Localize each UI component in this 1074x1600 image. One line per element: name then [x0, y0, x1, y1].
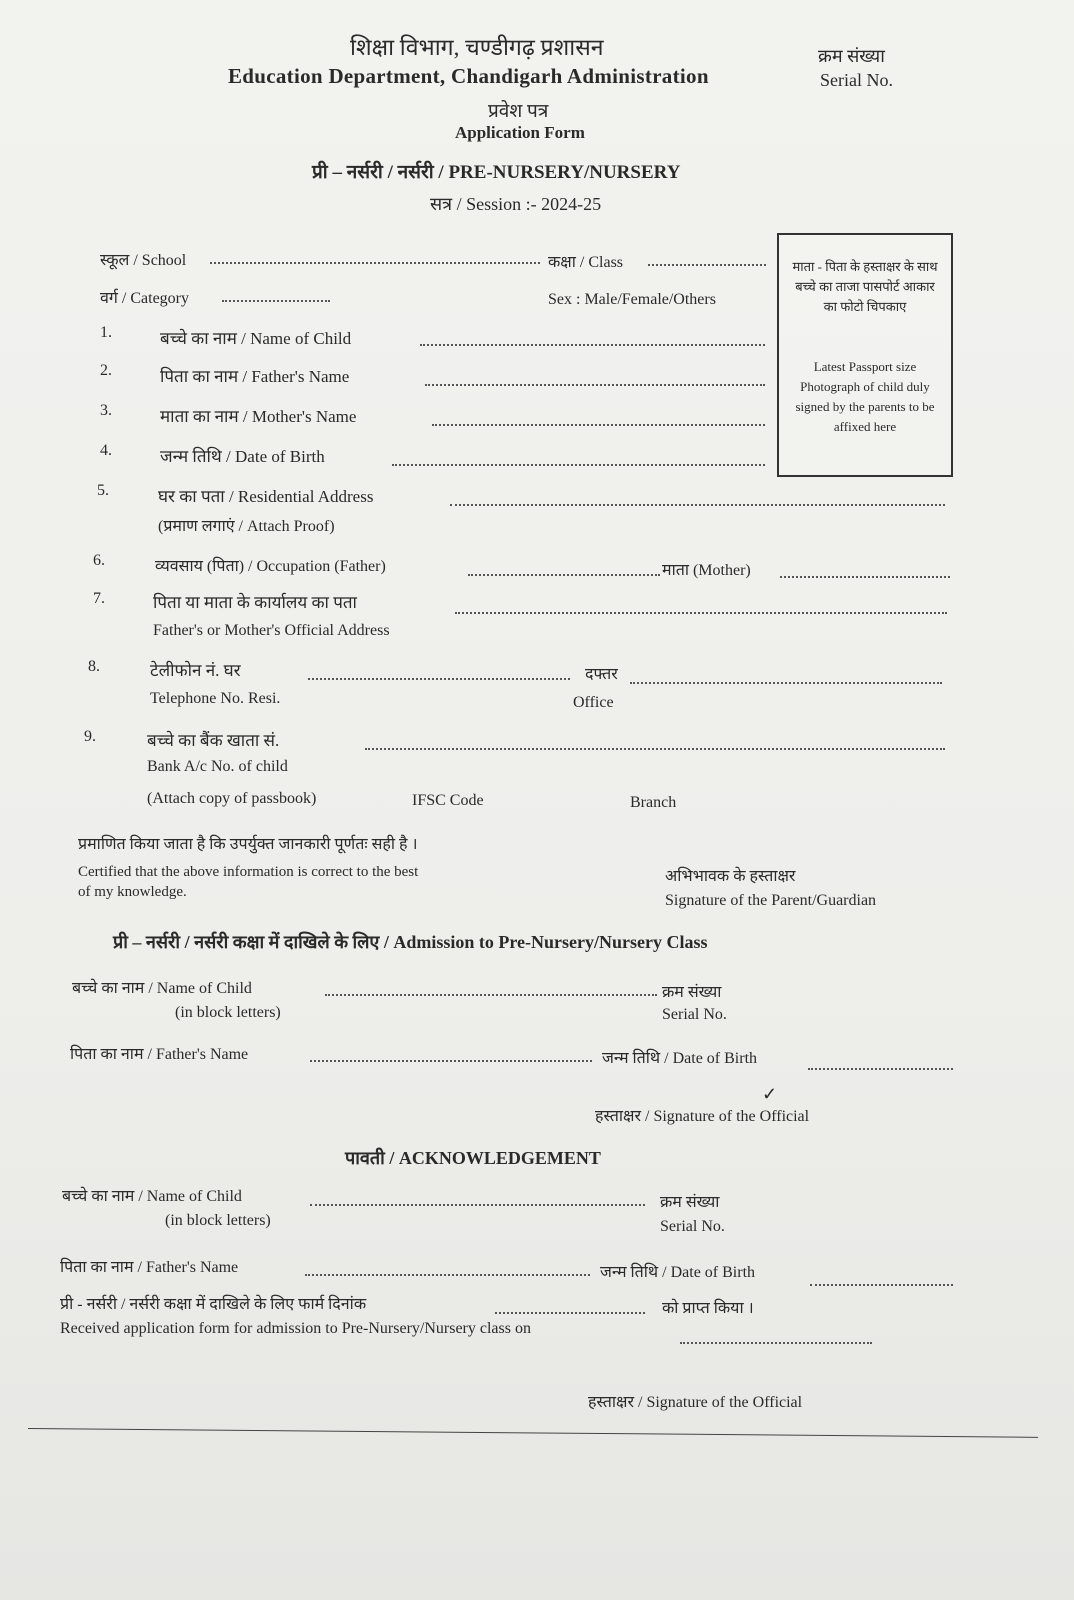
parent-signature-english: Signature of the Parent/Guardian [665, 892, 877, 909]
class-heading: प्री – नर्सरी / नर्सरी / PRE-NURSERY/NURSERY [312, 162, 681, 183]
tick-mark: ✓ [762, 1084, 778, 1104]
item-8-number: 8. [88, 658, 100, 675]
admission-dob-field[interactable] [808, 1068, 953, 1070]
item-6-number: 6. [93, 552, 105, 569]
item-2-number: 2. [100, 362, 112, 379]
admission-official-signature: हस्ताक्षर / Signature of the Official [595, 1108, 810, 1125]
school-label: स्कूल / School [100, 252, 187, 269]
child-name-field[interactable] [420, 344, 765, 346]
father-name-field[interactable] [425, 384, 765, 386]
certify-english-line1: Certified that the above information is correct to the best [78, 864, 419, 880]
bank-account-english-label: Bank A/c No. of child [147, 758, 288, 775]
ack-child-name-label: बच्चे का नाम / Name of Child [62, 1188, 242, 1205]
mother-name-label: माता का नाम / Mother's Name [160, 407, 357, 426]
class-label: कक्षा / Class [548, 254, 624, 271]
telephone-office-field[interactable] [630, 682, 942, 684]
admission-father-name-label: पिता का नाम / Father's Name [70, 1046, 249, 1063]
occupation-mother-field[interactable] [780, 576, 950, 578]
official-address-english-label: Father's or Mother's Official Address [153, 622, 390, 639]
ifsc-label: IFSC Code [412, 792, 484, 809]
official-address-field[interactable] [455, 612, 947, 614]
admission-block-letters-note: (in block letters) [175, 1004, 281, 1021]
ack-dob-label: जन्म तिथि / Date of Birth [600, 1264, 756, 1281]
item-5-number: 5. [97, 482, 109, 499]
bank-account-hindi-label: बच्चे का बैंक खाता सं. [147, 731, 280, 750]
ack-father-name-label: पिता का नाम / Father's Name [60, 1259, 239, 1276]
serial-hindi: क्रम संख्या [818, 46, 885, 66]
ack-dob-field[interactable] [810, 1284, 953, 1286]
admission-child-name-field[interactable] [325, 994, 657, 996]
item-3-number: 3. [100, 402, 112, 419]
item-7-number: 7. [93, 590, 105, 607]
form-title-english: Application Form [455, 123, 585, 142]
occupation-father-field[interactable] [468, 574, 660, 576]
passbook-note: (Attach copy of passbook) [147, 790, 317, 807]
class-field[interactable] [648, 264, 766, 266]
ack-received-hindi-end: को प्राप्त किया । [662, 1300, 754, 1317]
item-1-number: 1. [100, 324, 112, 341]
ack-received-english: Received application form for admission to Pre-Nursery/Nursery class on [60, 1320, 531, 1337]
school-field[interactable] [210, 262, 540, 264]
department-hindi: शिक्षा विभाग, चण्डीगढ़ प्रशासन [350, 35, 604, 60]
father-name-label: पिता का नाम / Father's Name [160, 367, 350, 386]
admission-child-name-label: बच्चे का नाम / Name of Child [72, 980, 252, 997]
parent-signature-hindi: अभिभावक के हस्ताक्षर [665, 868, 796, 885]
ack-official-signature: हस्ताक्षर / Signature of the Official [588, 1394, 803, 1411]
branch-label: Branch [630, 794, 677, 811]
telephone-resi-label: Telephone No. Resi. [150, 690, 281, 707]
certify-hindi: प्रमाणित किया जाता है कि उपर्युक्त जानकारी पूर्णतः सही है । [78, 836, 418, 853]
department-english: Education Department, Chandigarh Administration [228, 64, 709, 88]
acknowledgement-title: पावती / ACKNOWLEDGEMENT [345, 1148, 601, 1168]
item-4-number: 4. [100, 442, 112, 459]
admission-serial-english: Serial No. [662, 1006, 727, 1023]
cut-line [28, 1428, 1038, 1438]
telephone-resi-field[interactable] [308, 678, 570, 680]
admission-serial-hindi: क्रम संख्या [662, 984, 722, 1001]
official-address-hindi-label: पिता या माता के कार्यालय का पता [153, 593, 357, 612]
dob-field[interactable] [392, 464, 765, 466]
occupation-mother-label: माता (Mother) [662, 562, 751, 579]
ack-serial-hindi: क्रम संख्या [660, 1194, 720, 1211]
address-label: घर का पता / Residential Address [158, 487, 374, 506]
serial-english: Serial No. [820, 70, 893, 90]
office-hindi-label: दफ्तर [585, 666, 618, 683]
category-field[interactable] [222, 300, 330, 302]
ack-father-name-field[interactable] [305, 1274, 590, 1276]
ack-received-hindi: प्री - नर्सरी / नर्सरी कक्षा में दाखिले के लिए फार्म दिनांक [60, 1296, 367, 1313]
office-english-label: Office [573, 694, 614, 711]
admission-section-title: प्री – नर्सरी / नर्सरी कक्षा में दाखिले के लिए / Admission to Pre-Nursery/Nursery Class [113, 932, 708, 952]
ack-block-letters-note: (in block letters) [165, 1212, 271, 1229]
photo-box[interactable] [777, 233, 953, 477]
photo-instruction-english: Latest Passport size Photograph of child duly signed by the parents to be affixed here [795, 359, 935, 434]
item-9-number: 9. [84, 728, 96, 745]
ack-received-date-field[interactable] [495, 1312, 645, 1314]
dob-label: जन्म तिथि / Date of Birth [160, 447, 325, 466]
sex-label: Sex : Male/Female/Others [548, 291, 716, 308]
category-label: वर्ग / Category [100, 290, 189, 307]
ack-child-name-field[interactable] [310, 1204, 645, 1206]
mother-name-field[interactable] [432, 424, 765, 426]
certify-english-line2: of my knowledge. [78, 884, 187, 900]
occupation-father-label: व्यवसाय (पिता) / Occupation (Father) [155, 558, 386, 575]
session-line: सत्र / Session :- 2024-25 [430, 194, 602, 214]
admission-dob-label: जन्म तिथि / Date of Birth [602, 1050, 758, 1067]
attach-proof-note: (प्रमाण लगाएं / Attach Proof) [158, 518, 335, 535]
photo-instruction-hindi: माता - पिता के हस्ताक्षर के साथ बच्चे का ताजा पासपोर्ट आकार का फोटो चिपकाए [792, 259, 938, 314]
form-title-hindi: प्रवेश पत्र [488, 101, 549, 122]
address-field[interactable] [450, 504, 945, 506]
ack-received-english-field[interactable] [680, 1342, 872, 1344]
admission-father-name-field[interactable] [310, 1060, 592, 1062]
telephone-hindi-label: टेलीफोन नं. घर [150, 661, 241, 680]
ack-serial-english: Serial No. [660, 1218, 725, 1235]
child-name-label: बच्चे का नाम / Name of Child [160, 329, 352, 348]
bank-account-field[interactable] [365, 748, 945, 750]
